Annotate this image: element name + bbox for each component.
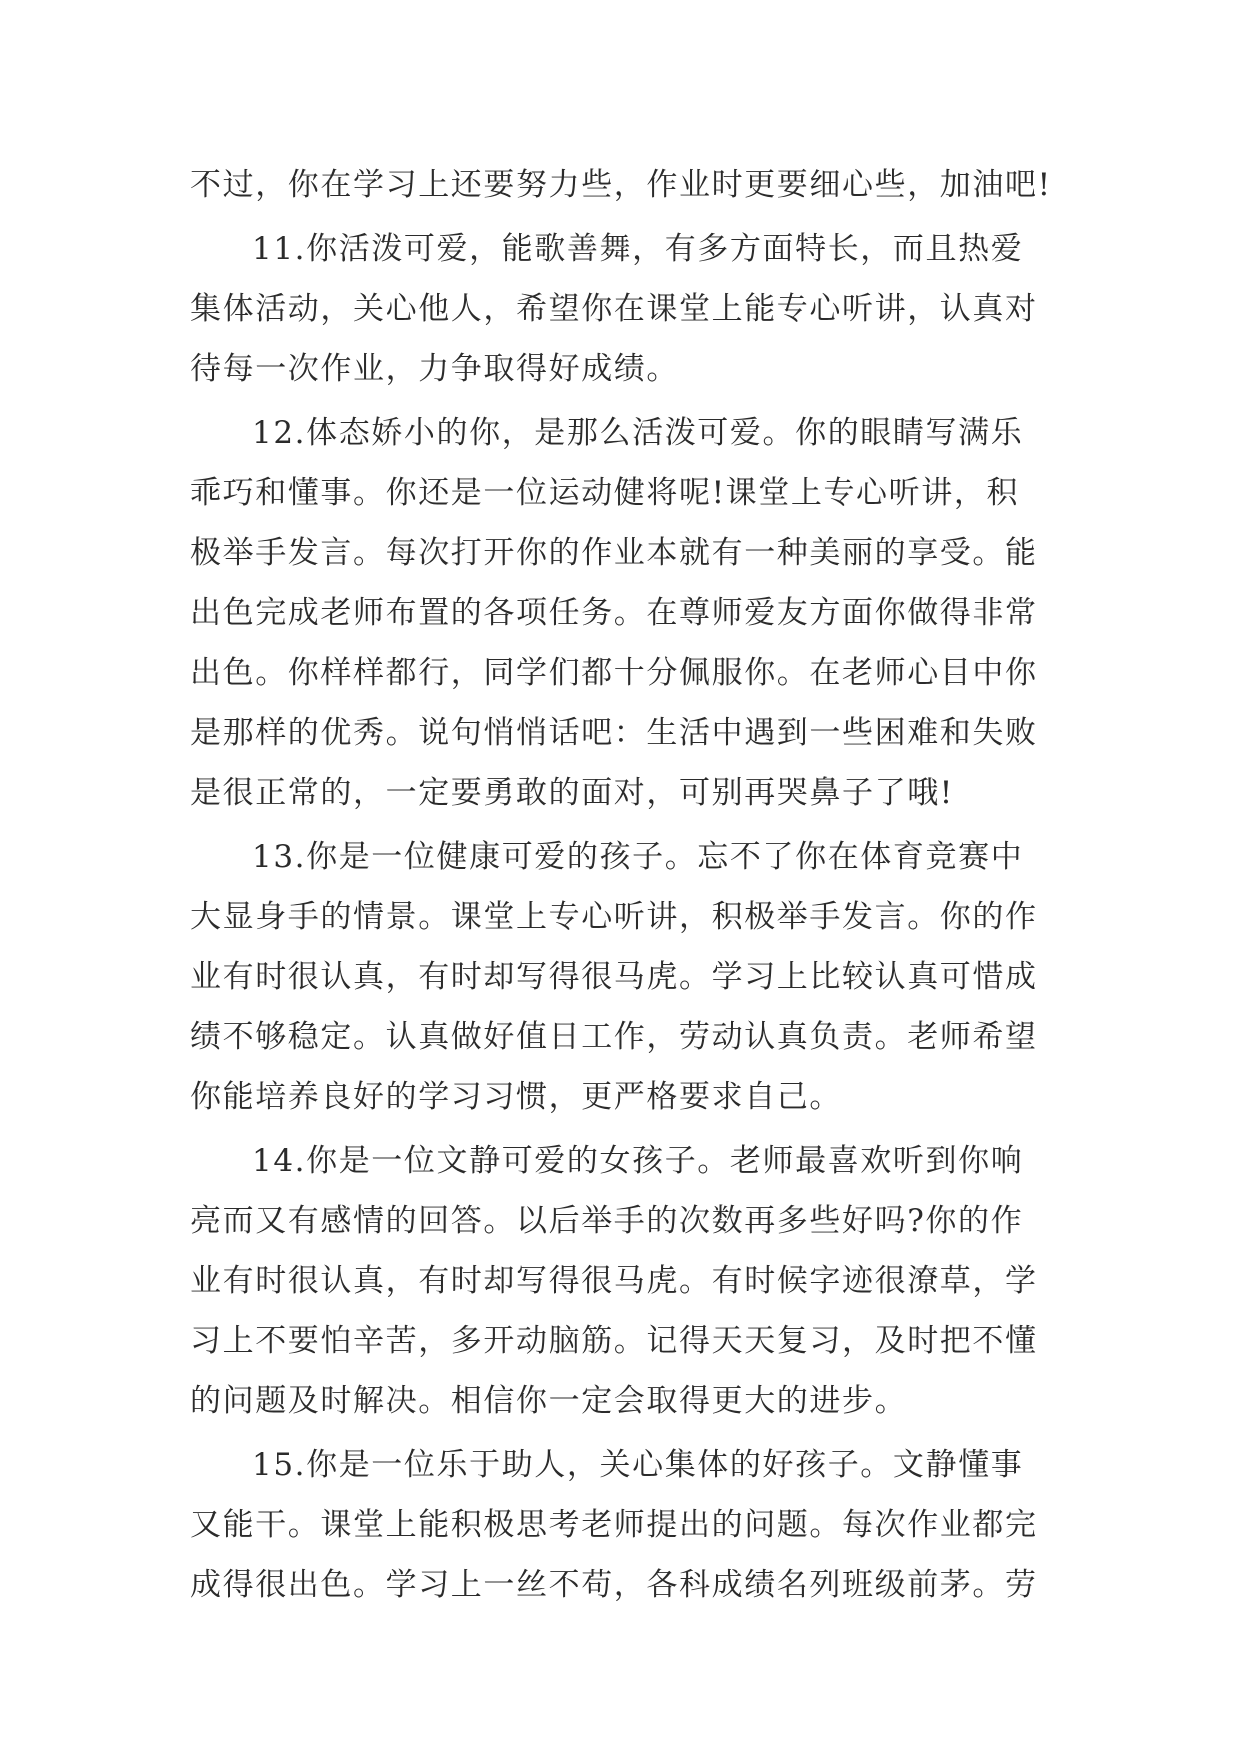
text-line: 绩不够稳定。认真做好值日工作，劳动认真负责。老师希望 bbox=[190, 1019, 1038, 1055]
paragraph-15-first-line: 15.你是一位乐于助人，关心集体的好孩子。文静懂事 bbox=[252, 1447, 1024, 1483]
paragraph-12-first-line: 12.体态娇小的你，是那么活泼可爱。你的眼睛写满乐 bbox=[252, 415, 1024, 451]
text-line: 是那样的优秀。说句悄悄话吧：生活中遇到一些困难和失败 bbox=[190, 715, 1038, 751]
text-line: 的问题及时解决。相信你一定会取得更大的进步。 bbox=[190, 1383, 908, 1419]
text-line: 待每一次作业，力争取得好成绩。 bbox=[190, 351, 679, 387]
text-line: 亮而又有感情的回答。以后举手的次数再多些好吗?你的作 bbox=[190, 1203, 1024, 1239]
paragraph-13-first-line: 13.你是一位健康可爱的孩子。忘不了你在体育竞赛中 bbox=[252, 839, 1024, 875]
paragraph-14-first-line: 14.你是一位文静可爱的女孩子。老师最喜欢听到你响 bbox=[252, 1143, 1024, 1179]
document-body bbox=[190, 155, 1070, 1615]
text-line: 集体活动，关心他人，希望你在课堂上能专心听讲，认真对 bbox=[190, 291, 1038, 327]
text-line: 不过，你在学习上还要努力些，作业时更要细心些，加油吧! bbox=[190, 167, 1052, 203]
text-line: 习上不要怕辛苦，多开动脑筋。记得天天复习，及时把不懂 bbox=[190, 1323, 1038, 1359]
text-line: 极举手发言。每次打开你的作业本就有一种美丽的享受。能 bbox=[190, 535, 1038, 571]
text-line: 你能培养良好的学习习惯，更严格要求自己。 bbox=[190, 1079, 842, 1115]
text-line: 业有时很认真，有时却写得很马虎。学习上比较认真可惜成 bbox=[190, 959, 1038, 995]
text-line: 业有时很认真，有时却写得很马虎。有时候字迹很潦草，学 bbox=[190, 1263, 1038, 1299]
text-line: 出色完成老师布置的各项任务。在尊师爱友方面你做得非常 bbox=[190, 595, 1038, 631]
text-line: 是很正常的，一定要勇敢的面对，可别再哭鼻子了哦! bbox=[190, 775, 954, 811]
text-line: 大显身手的情景。课堂上专心听讲，积极举手发言。你的作 bbox=[190, 899, 1038, 935]
text-line: 成得很出色。学习上一丝不苟，各科成绩名列班级前茅。劳 bbox=[190, 1567, 1038, 1603]
text-line: 出色。你样样都行，同学们都十分佩服你。在老师心目中你 bbox=[190, 655, 1038, 691]
paragraph-11-first-line: 11.你活泼可爱，能歌善舞，有多方面特长，而且热爱 bbox=[252, 231, 1024, 267]
text-line: 又能干。课堂上能积极思考老师提出的问题。每次作业都完 bbox=[190, 1507, 1038, 1543]
text-line: 乖巧和懂事。你还是一位运动健将呢!课堂上专心听讲，积 bbox=[190, 475, 1020, 511]
